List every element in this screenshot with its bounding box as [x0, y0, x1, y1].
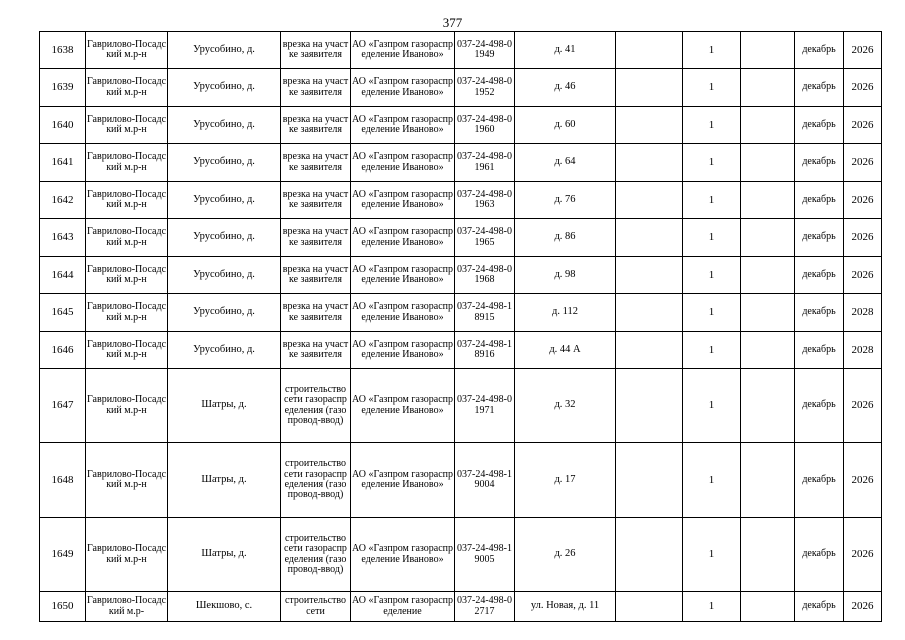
district-cell: Гаврилово-Посадский м.р-н	[86, 369, 168, 443]
empty-cell	[741, 332, 795, 369]
address-cell: д. 44 А	[515, 332, 616, 369]
year-cell: 2026	[844, 69, 882, 107]
empty-cell	[741, 257, 795, 294]
year-cell: 2028	[844, 332, 882, 369]
quantity-cell: 1	[683, 332, 741, 369]
district-cell: Гаврилово-Посадский м.р-н	[86, 69, 168, 107]
row-number-cell: 1641	[40, 144, 86, 182]
quantity-cell: 1	[683, 443, 741, 518]
month-cell: декабрь	[795, 182, 844, 219]
district-cell: Гаврилово-Посадский м.р-н	[86, 182, 168, 219]
month-cell: декабрь	[795, 69, 844, 107]
locality-cell: Урусобино, д.	[168, 294, 281, 332]
empty-cell	[616, 69, 683, 107]
empty-cell	[741, 592, 795, 622]
connection-method-cell: врезка на участке заявителя	[281, 144, 351, 182]
address-cell: д. 60	[515, 107, 616, 144]
empty-cell	[741, 443, 795, 518]
connection-method-cell: врезка на участке заявителя	[281, 294, 351, 332]
organization-cell: АО «Газпром газораспределение Иваново»	[351, 32, 455, 69]
table-row	[40, 144, 882, 182]
page-number: 377	[442, 15, 463, 30]
address-cell: д. 26	[515, 518, 616, 592]
district-cell: Гаврилово-Посадский м.р-н	[86, 107, 168, 144]
empty-cell	[616, 144, 683, 182]
empty-cell	[741, 294, 795, 332]
year-cell: 2026	[844, 219, 882, 257]
object-code-cell: 037-24-498-01960	[455, 107, 515, 144]
district-cell: Гаврилово-Посадский м.р-н	[86, 332, 168, 369]
empty-cell	[616, 107, 683, 144]
quantity-cell: 1	[683, 294, 741, 332]
quantity-cell: 1	[683, 592, 741, 622]
quantity-cell: 1	[683, 144, 741, 182]
table-row	[40, 332, 882, 369]
object-code-cell: 037-24-498-01961	[455, 144, 515, 182]
table-row	[40, 182, 882, 219]
month-cell: декабрь	[795, 369, 844, 443]
year-cell: 2026	[844, 369, 882, 443]
connection-method-cell: врезка на участке заявителя	[281, 32, 351, 69]
address-cell: д. 112	[515, 294, 616, 332]
table-row	[40, 592, 882, 622]
month-cell: декабрь	[795, 294, 844, 332]
empty-cell	[741, 144, 795, 182]
organization-cell: АО «Газпром газораспределение Иваново»	[351, 69, 455, 107]
locality-cell: Шатры, д.	[168, 443, 281, 518]
row-number-cell: 1650	[40, 592, 86, 622]
organization-cell: АО «Газпром газораспределение Иваново»	[351, 107, 455, 144]
row-number-cell: 1642	[40, 182, 86, 219]
month-cell: декабрь	[795, 107, 844, 144]
address-cell: д. 41	[515, 32, 616, 69]
table-row	[40, 32, 882, 69]
empty-cell	[741, 219, 795, 257]
empty-cell	[741, 69, 795, 107]
row-number-cell: 1643	[40, 219, 86, 257]
table-row	[40, 257, 882, 294]
empty-cell	[741, 369, 795, 443]
object-code-cell: 037-24-498-19004	[455, 443, 515, 518]
district-cell: Гаврилово-Посадский м.р-н	[86, 219, 168, 257]
table-row	[40, 294, 882, 332]
organization-cell: АО «Газпром газораспределение Иваново»	[351, 144, 455, 182]
object-code-cell: 037-24-498-19005	[455, 518, 515, 592]
empty-cell	[616, 332, 683, 369]
locality-cell: Урусобино, д.	[168, 107, 281, 144]
district-cell: Гаврилово-Посадский м.р-н	[86, 32, 168, 69]
year-cell: 2026	[844, 144, 882, 182]
empty-cell	[616, 294, 683, 332]
quantity-cell: 1	[683, 257, 741, 294]
locality-cell: Урусобино, д.	[168, 144, 281, 182]
address-cell: ул. Новая, д. 11	[515, 592, 616, 622]
table-row	[40, 219, 882, 257]
address-cell: д. 64	[515, 144, 616, 182]
connection-method-cell: строительство сети газораспределения (газопровод-ввод)	[281, 369, 351, 443]
row-number-cell: 1644	[40, 257, 86, 294]
empty-cell	[616, 518, 683, 592]
empty-cell	[741, 107, 795, 144]
organization-cell: АО «Газпром газораспределение Иваново»	[351, 294, 455, 332]
quantity-cell: 1	[683, 182, 741, 219]
month-cell: декабрь	[795, 518, 844, 592]
object-code-cell: 037-24-498-01949	[455, 32, 515, 69]
year-cell: 2026	[844, 592, 882, 622]
table-row	[40, 518, 882, 592]
connection-method-cell: строительство сети газораспределения (газопровод-ввод)	[281, 518, 351, 592]
empty-cell	[616, 369, 683, 443]
empty-cell	[616, 219, 683, 257]
quantity-cell: 1	[683, 518, 741, 592]
empty-cell	[741, 32, 795, 69]
address-cell: д. 32	[515, 369, 616, 443]
table-row	[40, 107, 882, 144]
object-code-cell: 037-24-498-02717	[455, 592, 515, 622]
quantity-cell: 1	[683, 32, 741, 69]
empty-cell	[616, 592, 683, 622]
locality-cell: Шатры, д.	[168, 518, 281, 592]
year-cell: 2026	[844, 107, 882, 144]
object-code-cell: 037-24-498-18916	[455, 332, 515, 369]
empty-cell	[741, 182, 795, 219]
row-number-cell: 1645	[40, 294, 86, 332]
locality-cell: Урусобино, д.	[168, 32, 281, 69]
table-row	[40, 369, 882, 443]
locality-cell: Урусобино, д.	[168, 257, 281, 294]
table-row	[40, 443, 882, 518]
row-number-cell: 1639	[40, 69, 86, 107]
row-number-cell: 1649	[40, 518, 86, 592]
quantity-cell: 1	[683, 69, 741, 107]
year-cell: 2026	[844, 518, 882, 592]
month-cell: декабрь	[795, 144, 844, 182]
year-cell: 2026	[844, 182, 882, 219]
object-code-cell: 037-24-498-01971	[455, 369, 515, 443]
year-cell: 2026	[844, 443, 882, 518]
empty-cell	[741, 518, 795, 592]
connection-method-cell: врезка на участке заявителя	[281, 107, 351, 144]
empty-cell	[616, 443, 683, 518]
address-cell: д. 98	[515, 257, 616, 294]
organization-cell: АО «Газпром газораспределение Иваново»	[351, 219, 455, 257]
organization-cell: АО «Газпром газораспределение Иваново»	[351, 182, 455, 219]
connection-method-cell: врезка на участке заявителя	[281, 332, 351, 369]
locality-cell: Шекшово, с.	[168, 592, 281, 622]
object-code-cell: 037-24-498-01952	[455, 69, 515, 107]
address-cell: д. 17	[515, 443, 616, 518]
month-cell: декабрь	[795, 257, 844, 294]
month-cell: декабрь	[795, 32, 844, 69]
locality-cell: Шатры, д.	[168, 369, 281, 443]
organization-cell: АО «Газпром газораспределение Иваново»	[351, 332, 455, 369]
year-cell: 2026	[844, 257, 882, 294]
empty-cell	[616, 257, 683, 294]
object-code-cell: 037-24-498-18915	[455, 294, 515, 332]
quantity-cell: 1	[683, 369, 741, 443]
organization-cell: АО «Газпром газораспределение Иваново»	[351, 518, 455, 592]
organization-cell: АО «Газпром газораспределение Иваново»	[351, 443, 455, 518]
organization-cell: АО «Газпром газораспределение	[351, 592, 455, 622]
locality-cell: Урусобино, д.	[168, 219, 281, 257]
connection-method-cell: врезка на участке заявителя	[281, 257, 351, 294]
object-code-cell: 037-24-498-01968	[455, 257, 515, 294]
district-cell: Гаврилово-Посадский м.р-н	[86, 257, 168, 294]
year-cell: 2026	[844, 32, 882, 69]
district-cell: Гаврилово-Посадский м.р-н	[86, 518, 168, 592]
district-cell: Гаврилово-Посадский м.р-н	[86, 443, 168, 518]
empty-cell	[616, 32, 683, 69]
connection-method-cell: строительство сети	[281, 592, 351, 622]
month-cell: декабрь	[795, 219, 844, 257]
empty-cell	[616, 182, 683, 219]
district-cell: Гаврилово-Посадский м.р-н	[86, 144, 168, 182]
year-cell: 2028	[844, 294, 882, 332]
data-table	[39, 31, 882, 622]
quantity-cell: 1	[683, 219, 741, 257]
organization-cell: АО «Газпром газораспределение Иваново»	[351, 257, 455, 294]
locality-cell: Урусобино, д.	[168, 69, 281, 107]
month-cell: декабрь	[795, 443, 844, 518]
row-number-cell: 1647	[40, 369, 86, 443]
quantity-cell: 1	[683, 107, 741, 144]
object-code-cell: 037-24-498-01965	[455, 219, 515, 257]
month-cell: декабрь	[795, 332, 844, 369]
address-cell: д. 46	[515, 69, 616, 107]
address-cell: д. 86	[515, 219, 616, 257]
row-number-cell: 1646	[40, 332, 86, 369]
month-cell: декабрь	[795, 592, 844, 622]
connection-method-cell: строительство сети газораспределения (газопровод-ввод)	[281, 443, 351, 518]
locality-cell: Урусобино, д.	[168, 182, 281, 219]
object-code-cell: 037-24-498-01963	[455, 182, 515, 219]
connection-method-cell: врезка на участке заявителя	[281, 182, 351, 219]
row-number-cell: 1648	[40, 443, 86, 518]
connection-method-cell: врезка на участке заявителя	[281, 69, 351, 107]
address-cell: д. 76	[515, 182, 616, 219]
district-cell: Гаврилово-Посадский м.р-н	[86, 294, 168, 332]
organization-cell: АО «Газпром газораспределение Иваново»	[351, 369, 455, 443]
connection-method-cell: врезка на участке заявителя	[281, 219, 351, 257]
row-number-cell: 1638	[40, 32, 86, 69]
locality-cell: Урусобино, д.	[168, 332, 281, 369]
table-row	[40, 69, 882, 107]
row-number-cell: 1640	[40, 107, 86, 144]
district-cell: Гаврилово-Посадский м.р-	[86, 592, 168, 622]
